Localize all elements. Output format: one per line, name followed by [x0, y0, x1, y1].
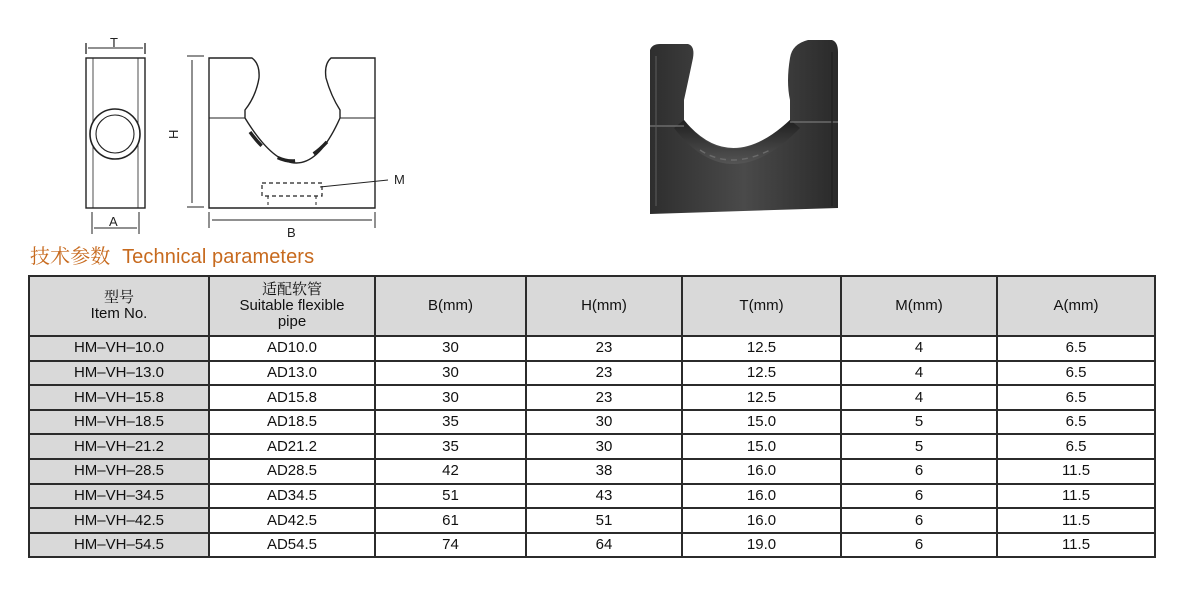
- cell-m: 4: [841, 361, 997, 386]
- cell-a: 6.5: [997, 434, 1155, 459]
- table-row: [29, 410, 1155, 435]
- table-row: [29, 459, 1155, 484]
- cell-t: 12.5: [682, 361, 841, 386]
- cell-item-no: HM–VH–54.5: [29, 533, 209, 558]
- cell-t: 16.0: [682, 459, 841, 484]
- product-photo: [650, 40, 838, 214]
- cell-item-no: HM–VH–15.8: [29, 385, 209, 410]
- section-title-zh: 技术参数: [30, 246, 111, 268]
- cell-item-no: HM–VH–28.5: [29, 459, 209, 484]
- cell-a: 6.5: [997, 336, 1155, 361]
- dimension-a-label: A: [109, 214, 118, 229]
- table-header-row: [29, 276, 1155, 336]
- cell-pipe: AD13.0: [209, 361, 375, 386]
- cell-item-no: HM–VH–13.0: [29, 361, 209, 386]
- cell-a: 6.5: [997, 385, 1155, 410]
- cell-pipe: AD15.8: [209, 385, 375, 410]
- cell-h: 43: [526, 484, 682, 509]
- technical-parameters-table: [28, 275, 1156, 558]
- cell-item-no: HM–VH–42.5: [29, 508, 209, 533]
- table-row: [29, 533, 1155, 558]
- cell-b: 30: [375, 361, 526, 386]
- dimension-m-label: M: [394, 172, 405, 187]
- cell-a: 11.5: [997, 484, 1155, 509]
- table-row: [29, 385, 1155, 410]
- cell-h: 30: [526, 434, 682, 459]
- section-title: [30, 240, 314, 269]
- cell-b: 74: [375, 533, 526, 558]
- cell-b: 35: [375, 434, 526, 459]
- cell-pipe: AD28.5: [209, 459, 375, 484]
- cell-pipe: AD18.5: [209, 410, 375, 435]
- table-row: [29, 361, 1155, 386]
- cell-a: 11.5: [997, 459, 1155, 484]
- table-row: [29, 484, 1155, 509]
- cell-b: 30: [375, 385, 526, 410]
- cell-b: 61: [375, 508, 526, 533]
- cell-h: 38: [526, 459, 682, 484]
- dimension-b-label: B: [287, 225, 296, 240]
- cell-t: 16.0: [682, 484, 841, 509]
- cell-m: 6: [841, 533, 997, 558]
- dimension-t-label: T: [110, 35, 118, 50]
- cell-h: 30: [526, 410, 682, 435]
- cell-h: 64: [526, 533, 682, 558]
- cell-item-no: HM–VH–10.0: [29, 336, 209, 361]
- header-h: H(mm): [526, 276, 682, 336]
- cell-m: 5: [841, 410, 997, 435]
- cell-a: 6.5: [997, 410, 1155, 435]
- front-view-drawing: [187, 56, 388, 228]
- header-item-no: 型号 Item No.: [29, 276, 209, 336]
- table-row: [29, 336, 1155, 361]
- cell-a: 11.5: [997, 533, 1155, 558]
- cell-pipe: AD34.5: [209, 484, 375, 509]
- cell-h: 23: [526, 385, 682, 410]
- header-b: B(mm): [375, 276, 526, 336]
- cell-h: 51: [526, 508, 682, 533]
- section-title-en: Technical parameters: [122, 246, 315, 268]
- cell-item-no: HM–VH–21.2: [29, 434, 209, 459]
- cell-m: 5: [841, 434, 997, 459]
- table-row: [29, 434, 1155, 459]
- cell-pipe: AD21.2: [209, 434, 375, 459]
- cell-pipe: AD54.5: [209, 533, 375, 558]
- header-a: A(mm): [997, 276, 1155, 336]
- header-suitable-pipe: 适配软管 Suitable flexible pipe: [209, 276, 375, 336]
- cell-t: 16.0: [682, 508, 841, 533]
- cell-item-no: HM–VH–18.5: [29, 410, 209, 435]
- cell-m: 4: [841, 336, 997, 361]
- dimension-h-label: H: [166, 129, 181, 139]
- cell-b: 51: [375, 484, 526, 509]
- cell-m: 6: [841, 459, 997, 484]
- cell-pipe: AD42.5: [209, 508, 375, 533]
- cell-t: 12.5: [682, 336, 841, 361]
- cell-h: 23: [526, 336, 682, 361]
- cell-m: 6: [841, 508, 997, 533]
- technical-drawing: [0, 0, 1180, 250]
- cell-t: 15.0: [682, 434, 841, 459]
- side-view-drawing: [86, 43, 145, 234]
- header-m: M(mm): [841, 276, 997, 336]
- cell-b: 35: [375, 410, 526, 435]
- header-t: T(mm): [682, 276, 841, 336]
- cell-a: 6.5: [997, 361, 1155, 386]
- cell-a: 11.5: [997, 508, 1155, 533]
- cell-h: 23: [526, 361, 682, 386]
- cell-pipe: AD10.0: [209, 336, 375, 361]
- cell-t: 19.0: [682, 533, 841, 558]
- cell-t: 12.5: [682, 385, 841, 410]
- table-row: [29, 508, 1155, 533]
- cell-t: 15.0: [682, 410, 841, 435]
- cell-b: 42: [375, 459, 526, 484]
- cell-m: 4: [841, 385, 997, 410]
- cell-item-no: HM–VH–34.5: [29, 484, 209, 509]
- cell-m: 6: [841, 484, 997, 509]
- cell-b: 30: [375, 336, 526, 361]
